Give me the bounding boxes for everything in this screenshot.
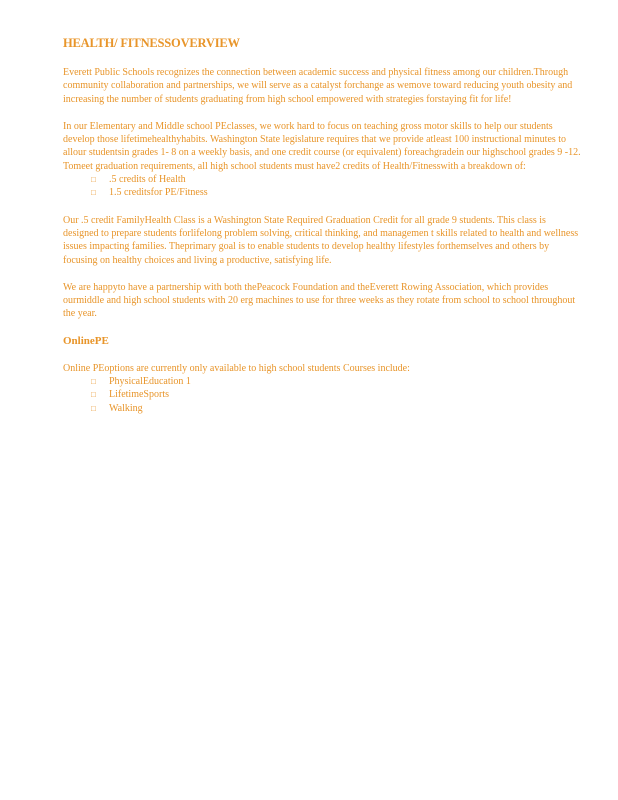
list-item: □ PhysicalEducation 1 bbox=[91, 376, 191, 388]
list-item: □ LifetimeSports bbox=[91, 389, 169, 401]
health-class-paragraph: Our .5 credit FamilyHealth Class is a Washington State Required Graduation Credit for all grade 9 students. This class is designed to prepare students forlifelong problem solving, critical thinking, and managemen t skills related to health and wellness issues impacting families. Theprimary goal is to enable students to develop healthy lifestyles forthemselves and others by focusing on healthy choices and living a productive, satisfying life. bbox=[63, 214, 579, 266]
bullet-icon: □ bbox=[91, 390, 96, 400]
page-title: HEALTH/ FITNESSOVERVIEW bbox=[63, 36, 240, 50]
intro-paragraph: Everett Public Schools recognizes the connection between academic success and physical fitness among our children.Through community collaboration and partnerships, we will serve as a catalyst forchange as wemove toward reducing youth obesity and increasing the number of students graduating from high school empowered with strategies forstaying fit for life! bbox=[63, 67, 573, 105]
bullet-icon: □ bbox=[91, 403, 96, 413]
online-pe-heading: OnlinePE bbox=[63, 334, 109, 347]
pe-classes-paragraph: In our Elementary and Middle school PEclasses, we work hard to focus on teaching gross motor skills to help our students develop those lifetimehealthyhabits. Washington State legislature requires that we provide atleast 100 instructional minutes to allour studentsin grades 1- 8 on a weekly basis, and one credit course (or equivalent) foreachgradein our highschool grades 9 -12. Tomeet graduation requirements, all high school students must have2 credits of Health/Fitnesswith a breakdown of: bbox=[63, 120, 581, 172]
bullet-icon: □ bbox=[91, 188, 96, 198]
document-page bbox=[63, 36, 583, 415]
list-item: □ 1.5 creditsfor PE/Fitness bbox=[91, 187, 208, 199]
online-pe-paragraph: Online PEoptions are currently only available to high school students Courses include: bbox=[63, 362, 410, 374]
list-item: □ .5 credits of Health bbox=[91, 174, 186, 186]
bullet-icon: □ bbox=[91, 377, 96, 387]
partnership-paragraph: We are happyto have a partnership with both thePeacock Foundation and theEverett Rowing Association, which provides ourmiddle and high school students with 20 erg machines to use for three weeks as they rotate from school to school throughout the year. bbox=[63, 281, 576, 320]
list-item: □ Walking bbox=[91, 402, 143, 414]
bullet-icon: □ bbox=[91, 175, 96, 185]
courses-list bbox=[63, 375, 583, 415]
credits-list bbox=[63, 173, 583, 200]
